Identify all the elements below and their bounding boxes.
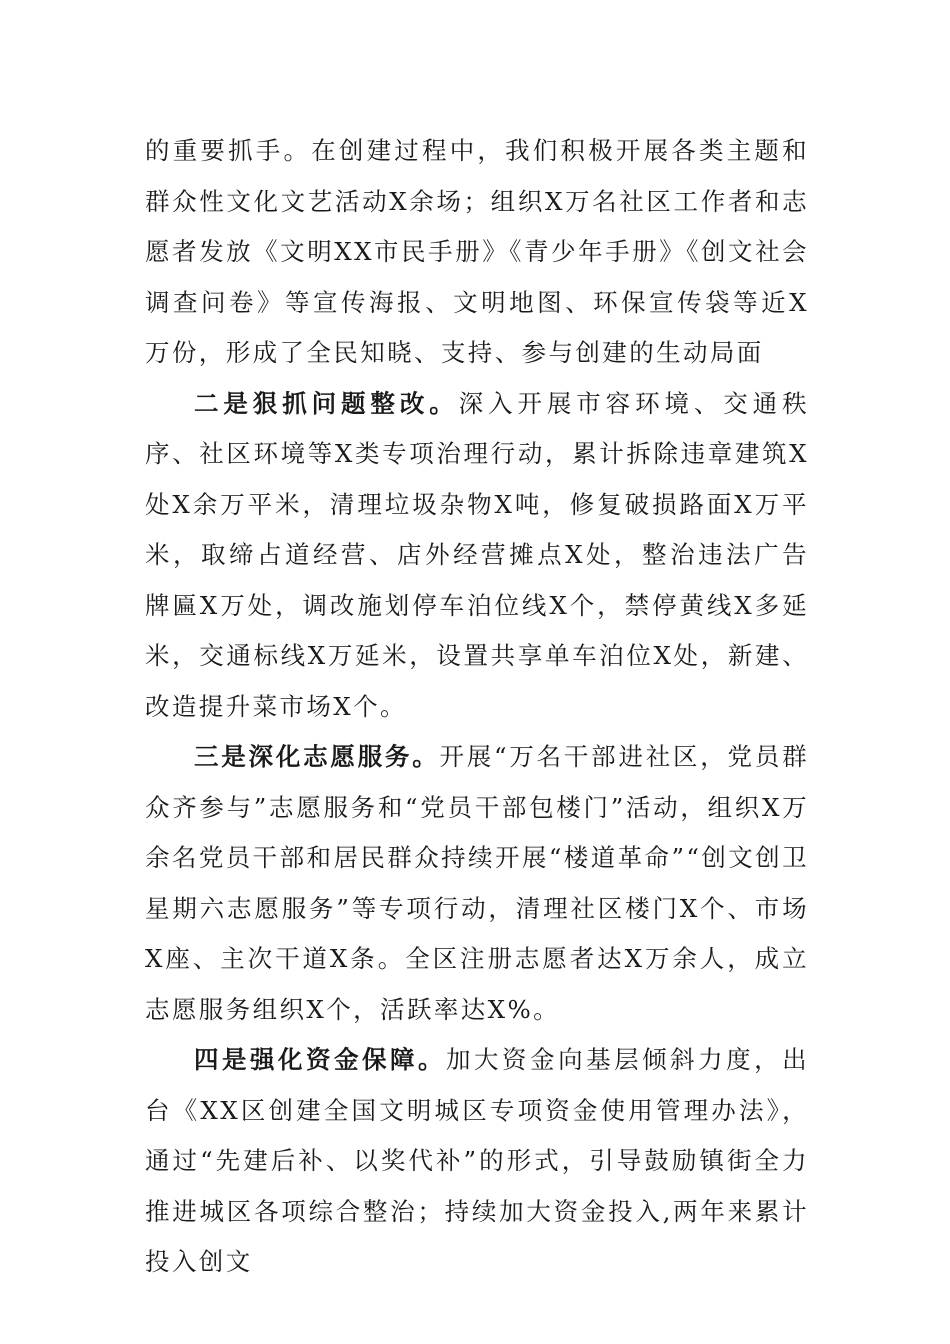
paragraph-heading: 二是狠抓问题整改。 [194, 388, 459, 418]
document-body [145, 126, 809, 1288]
paragraph-heading: 三是深化志愿服务。 [194, 742, 440, 771]
paragraph-problem-rectification [145, 379, 809, 733]
paragraph-text: 的重要抓手。在创建过程中，我们积极开展各类主题和群众性文化文艺活动X余场；组织X万名社区工作者和志愿者发放《文明XX市民手册》《青少年手册》《创文社会调查问卷》等宣传海报、文明地图、环保宣传袋等近X万份，形成了全民知晓、支持、参与创建的生动局面 [145, 136, 809, 367]
paragraph-text: 开展“万名干部进社区，党员群众齐参与”志愿服务和“党员干部包楼门”活动，组织X万余名党员干部和居民群众持续开展“楼道革命”“创文创卫星期六志愿服务”等专项行动，清理社区楼门X个、市场X座、主次干道X条。全区注册志愿者达X万余人，成立志愿服务组织X个，活跃率达X%。 [145, 742, 809, 1024]
paragraph-volunteer-service [145, 732, 809, 1035]
paragraph-text: 深入开展市容环境、交通秩序、社区环境等X类专项治理行动，累计拆除违章建筑X处X余万平米，清理垃圾杂物X吨，修复破损路面X万平米，取缔占道经营、店外经营摊点X处，整治违法广告牌匾X万处，调改施划停车泊位线X个，禁停黄线X多延米，交通标线X万延米，设置共享单车泊位X处，新建、改造提升菜市场X个。 [145, 388, 809, 721]
paragraph-heading: 四是强化资金保障。 [194, 1045, 447, 1074]
paragraph-continuation [145, 126, 809, 379]
paragraph-text: 加大资金向基层倾斜力度，出台《XX区创建全国文明城区专项资金使用管理办法》，通过“先建后补、以奖代补”的形式，引导鼓励镇街全力推进城区各项综合整治；持续加大资金投入,两年来累计投入创文 [145, 1045, 809, 1276]
paragraph-funding-guarantee [145, 1035, 809, 1288]
